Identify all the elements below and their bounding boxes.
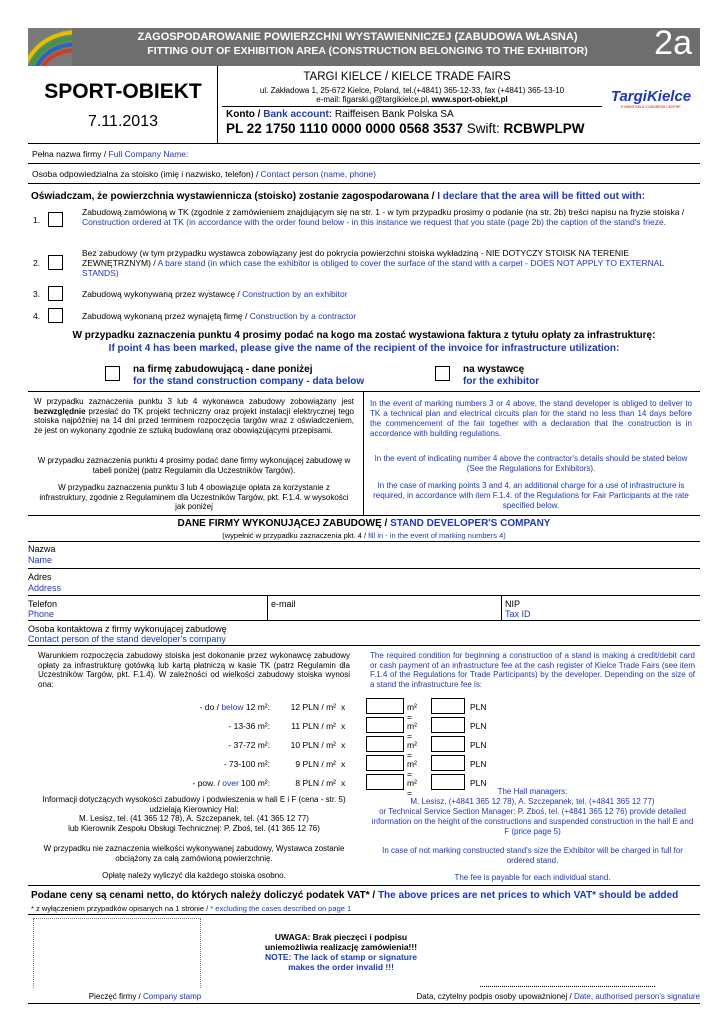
option-4-checkbox[interactable] (48, 308, 63, 323)
note-pl-1: W przypadku zaznaczenia punktu 3 lub 4 wykonawca zabudowy zobowiązany jest bezwzględnie przesłać do TK projekt techniczny oraz projekt instalacji elektrycznej tego stoiska najpóźniej na 14 dni przed terminem rozpoczęcia targów wraz z oświadczeniem, że jest on wykonany zgodnie ze sztuką budowlaną oraz obowiązującymi przepisami. (34, 397, 354, 435)
signature-label: Data, czytelny podpis osoby upoważnionej / Date, authorised person's signature (416, 992, 700, 1001)
header-title-pl: ZAGOSPODAROWANIE POWIERZCHNI WYSTAWIENNICZEJ (ZABUDOWA WŁASNA) (137, 31, 578, 43)
divider (28, 885, 700, 886)
hall-info-pl: Informacji dotyczących wysokości zabudowy i podwieszenia w hali E i F (cena - str. 5) udzielają Kierownicy Hal: M. Lesisz, tel. (41 365 12 78), A. Szczepanek, tel. (41 365 12 77) lub Kierownik Zespołu Obsługi Technicznej: P. Zboś, tel. (41 365 12 76) (42, 795, 346, 833)
vat-note: Podane ceny są cenami netto, do których należy doliczyć podatek VAT* / The above prices are net prices to which VAT* should be added (31, 890, 679, 901)
fair-name: TARGI KIELCE / KIELCE TRADE FAIRS (303, 71, 511, 83)
invoice-exhibitor-pl: na wystawcę (463, 364, 525, 375)
rate-range: - do / below 12 m²: (199, 702, 270, 712)
developer-email-field[interactable]: e-mail (268, 596, 502, 621)
rate-price: 10 PLN / m² (290, 740, 336, 750)
developer-nip-field[interactable]: NIP Tax ID (502, 596, 700, 621)
fee-condition-en: The required condition for beginning a construction of a stand is making a credit/debit card or cash payment of an infrastructure fee at the cash register of Kielce Trade Fairs (see item F.1.4 of the Regulations for Trade Participants) by the developer. Depending on the size of a stand the infrastructure fee is: (370, 651, 695, 689)
header-bar (28, 24, 700, 66)
fee-condition-pl: Warunkiem rozpoczęcia zabudowy stoiska jest dokonanie przez wykonawcę zabudowy opłaty za infrastrukturę gotówką lub kartą płatniczą w kasie TK (patrz Regulamin dla Uczestników Targów, pkt. F.1.4). W zależności od wielkości zabudowy stoiska wynosi ona: (38, 651, 350, 689)
amount-input[interactable] (431, 698, 465, 714)
brand-title: SPORT-OBIEKT (44, 80, 202, 103)
note-en-3: In the case of marking points 3 and 4, an additional charge for a use of infrastructure is required, in accordance with item F.1.4. of the Regulations for Fair Participants at the rate specified below. (373, 481, 689, 510)
area-input[interactable] (366, 755, 404, 771)
developer-subtitle: (wypełnić w przypadku zaznaczenia pkt. 4 / fill in - in the event of marking numbers 4) (222, 531, 506, 540)
fee-note-en: The fee is payable for each individual stand. (454, 873, 611, 882)
invoice-question-pl: W przypadku zaznaczenia punktu 4 prosimy podać na kogo ma zostać wystawiona faktura z tytułu opłaty za infrastrukturę: (72, 330, 656, 341)
invoice-company-en: for the stand construction company - data below (133, 376, 365, 387)
option-2-text: Bez zabudowy (w tym przypadku wystawca zobowiązany jest do pokrycia powierzchni stoiska wykładziną - NIE DOTYCZY STOISK NA TERENIE ZEWNĘTRZNYM) / A bare stand (in which case the exhibitor is obliged to cover the surface of the stand with a carpet - DOES NOT APPLY TO EXTERNAL STANDS) (82, 248, 664, 278)
developer-phone-field[interactable]: Telefon Phone (28, 596, 268, 621)
declaration-heading: Oświadczam, że powierzchnia wystawiennicza (stoisko) zostanie zagospodarowana / I declare that the area will be fitted out with: (31, 191, 646, 202)
rate-price: 8 PLN / m² (295, 778, 336, 788)
rate-range: - pow. / over 100 m²: (192, 778, 270, 788)
amount-input[interactable] (431, 736, 465, 752)
form-number: 2a (654, 24, 692, 62)
invoice-company-checkbox[interactable] (105, 366, 120, 381)
iban: PL 22 1750 1110 0000 0000 0568 3537 Swift: RCBWPLPW (226, 121, 585, 136)
brand-cell (28, 66, 218, 144)
area-input[interactable] (366, 736, 404, 752)
option-4-text: Zabudową wykonaną przez wynajętą firmę / Construction by a contractor (82, 311, 357, 321)
note-pl-3: W przypadku zaznaczenia punktu 3 lub 4 obowiązuje opłata za korzystanie z infrastruktury, zgodnie z Regulaminem dla Uczestników Targów, pkt. F.1.4. w wysokości jak poniżej (39, 483, 349, 511)
divider (28, 914, 700, 915)
fee-note-pl: Opłatę należy wyliczyć dla każdego stoiska osobno. (102, 871, 286, 880)
developer-title: DANE FIRMY WYKONUJĄCEJ ZABUDOWĘ / STAND DEVELOPER'S COMPANY (177, 518, 551, 529)
invoice-exhibitor-en: for the exhibitor (463, 376, 540, 387)
option-1-number: 1. (33, 215, 41, 225)
divider (28, 515, 700, 516)
option-1-checkbox[interactable] (48, 212, 63, 227)
fair-email: e-mail: figarski.g@targikielce.pl, www.sport-obiekt.pl (316, 95, 508, 104)
note-en-2: In the event of indicating number 4 above the contractor's details should be stated below (See the Regulations for Exhibitors). (374, 454, 688, 473)
stamp-area[interactable] (33, 918, 201, 988)
option-3-checkbox[interactable] (48, 286, 63, 301)
bank-account: Konto / Bank account: Raiffeisen Bank Polska SA (226, 109, 454, 120)
invoice-exhibitor-checkbox[interactable] (435, 366, 450, 381)
developer-name-field[interactable]: Nazwa Name (28, 541, 700, 569)
rate-range: - 37-72 m²: (228, 740, 270, 750)
option-1-text: Zabudową zamówioną w TK (zgodnie z zamówieniem znajdującym się na str. 1 - w tym przypadku prosimy o podanie (na str. 2b) treści napisu na fryzie stoiska / Construction ordered at TK (in accordance with the order found below - in this instance we request that you state (page 2b) the caption of the stand's frieze. (82, 207, 685, 227)
rate-price: 12 PLN / m² (290, 702, 336, 712)
option-2-checkbox[interactable] (48, 255, 63, 270)
area-input[interactable] (366, 698, 404, 714)
amount-input[interactable] (431, 717, 465, 733)
rate-price: 9 PLN / m² (295, 759, 336, 769)
rate-price: 11 PLN / m² (291, 721, 336, 731)
stamp-label: Pieczęć firmy / Company stamp (88, 992, 202, 1001)
targi-kielce-logo: TargiKielce EXHIBITION & CONGRESS CENTRE (610, 88, 692, 109)
contact-person-field[interactable]: Osoba odpowiedzialna za stoisko (imię i nazwisko, telefon) / Contact person (name, phone) (28, 164, 700, 184)
divider (222, 106, 602, 107)
divider (363, 391, 364, 515)
area-input[interactable] (366, 717, 404, 733)
option-2-number: 2. (33, 258, 41, 268)
option-3-text: Zabudową wykonywaną przez wystawcę / Construction by an exhibitor (82, 289, 348, 299)
rate-range: - 73-100 m²: (223, 759, 270, 769)
option-3-number: 3. (33, 289, 41, 299)
invoice-question-en: If point 4 has been marked, please give the name of the recipient of the invoice for infrastructure utilization: (108, 343, 620, 354)
company-name-field[interactable]: Pełna nazwa firmy / Full Company Name: (28, 144, 700, 164)
invoice-company-pl: na firmę zabudowującą - dane poniżej (133, 364, 313, 375)
track-logo-icon (28, 28, 72, 66)
option-4-number: 4. (33, 311, 41, 321)
size-note-en: In case of not marking constructed stand's size the Exhibitor will be charged in full for ordered stand. (382, 846, 683, 865)
size-note-pl: W przypadku nie zaznaczenia wielkości wykonywanej zabudowy, Wystawca zostanie obciążony za całą zamówioną powierzchnię. (43, 844, 345, 863)
header-title-en: FITTING OUT OF EXHIBITION AREA (CONSTRUCTION BELONGING TO THE EXHIBITOR) (147, 45, 588, 57)
note-pl-2: W przypadku zaznaczenia punktu 4 prosimy podać dane firmy wykonującej zabudowę w tabeli poniżej (patrz Regulamin dla Uczestników Targów). (37, 456, 351, 475)
vat-footnote: * z wyłączeniem przypadków opisanych na 1 stronie / * excluding the cases described on page 1 (31, 904, 352, 913)
hall-info-en: The Hall managers: M. Lesisz, (+4841 365 12 78), A. Szczepanek, tel. (+4841 365 12 77) or Technical Service Section Manager: P. Zboś, tel. (+4841 365 12 76) provide detailed information on the height of the constructions and suspended construction in the hall E and F (price page 5) (371, 787, 694, 836)
fair-address: ul. Zakładowa 1, 25-672 Kielce, Poland, tel.(+4841) 365-12-33, fax (+4841) 365-13-10 (259, 86, 565, 95)
developer-contact-field[interactable]: Osoba kontaktowa z firmy wykonującej zabudowę Contact person of the stand developer's company (28, 621, 700, 646)
signature-line[interactable] (480, 986, 655, 987)
rate-range: - 13-36 m²: (228, 721, 270, 731)
divider (28, 391, 700, 392)
warning-box: UWAGA: Brak pieczęci i podpisu uniemożliwia realizację zamówienia!!! NOTE: The lack of stamp or signature makes the order invalid !!! (264, 932, 418, 972)
divider (28, 1003, 700, 1004)
amount-input[interactable] (431, 755, 465, 771)
note-en-1: In the event of marking numbers 3 or 4 above, the stand developer is obliged to deliver to TK a technical plan and electrical circuits plan for the stand no less than 14 days before the commencement of the fair together with a declaration that the construction is in accordance with building regulations. (370, 399, 692, 438)
brand-date: 7.11.2013 (88, 113, 158, 130)
developer-address-field[interactable]: Adres Address (28, 569, 700, 596)
